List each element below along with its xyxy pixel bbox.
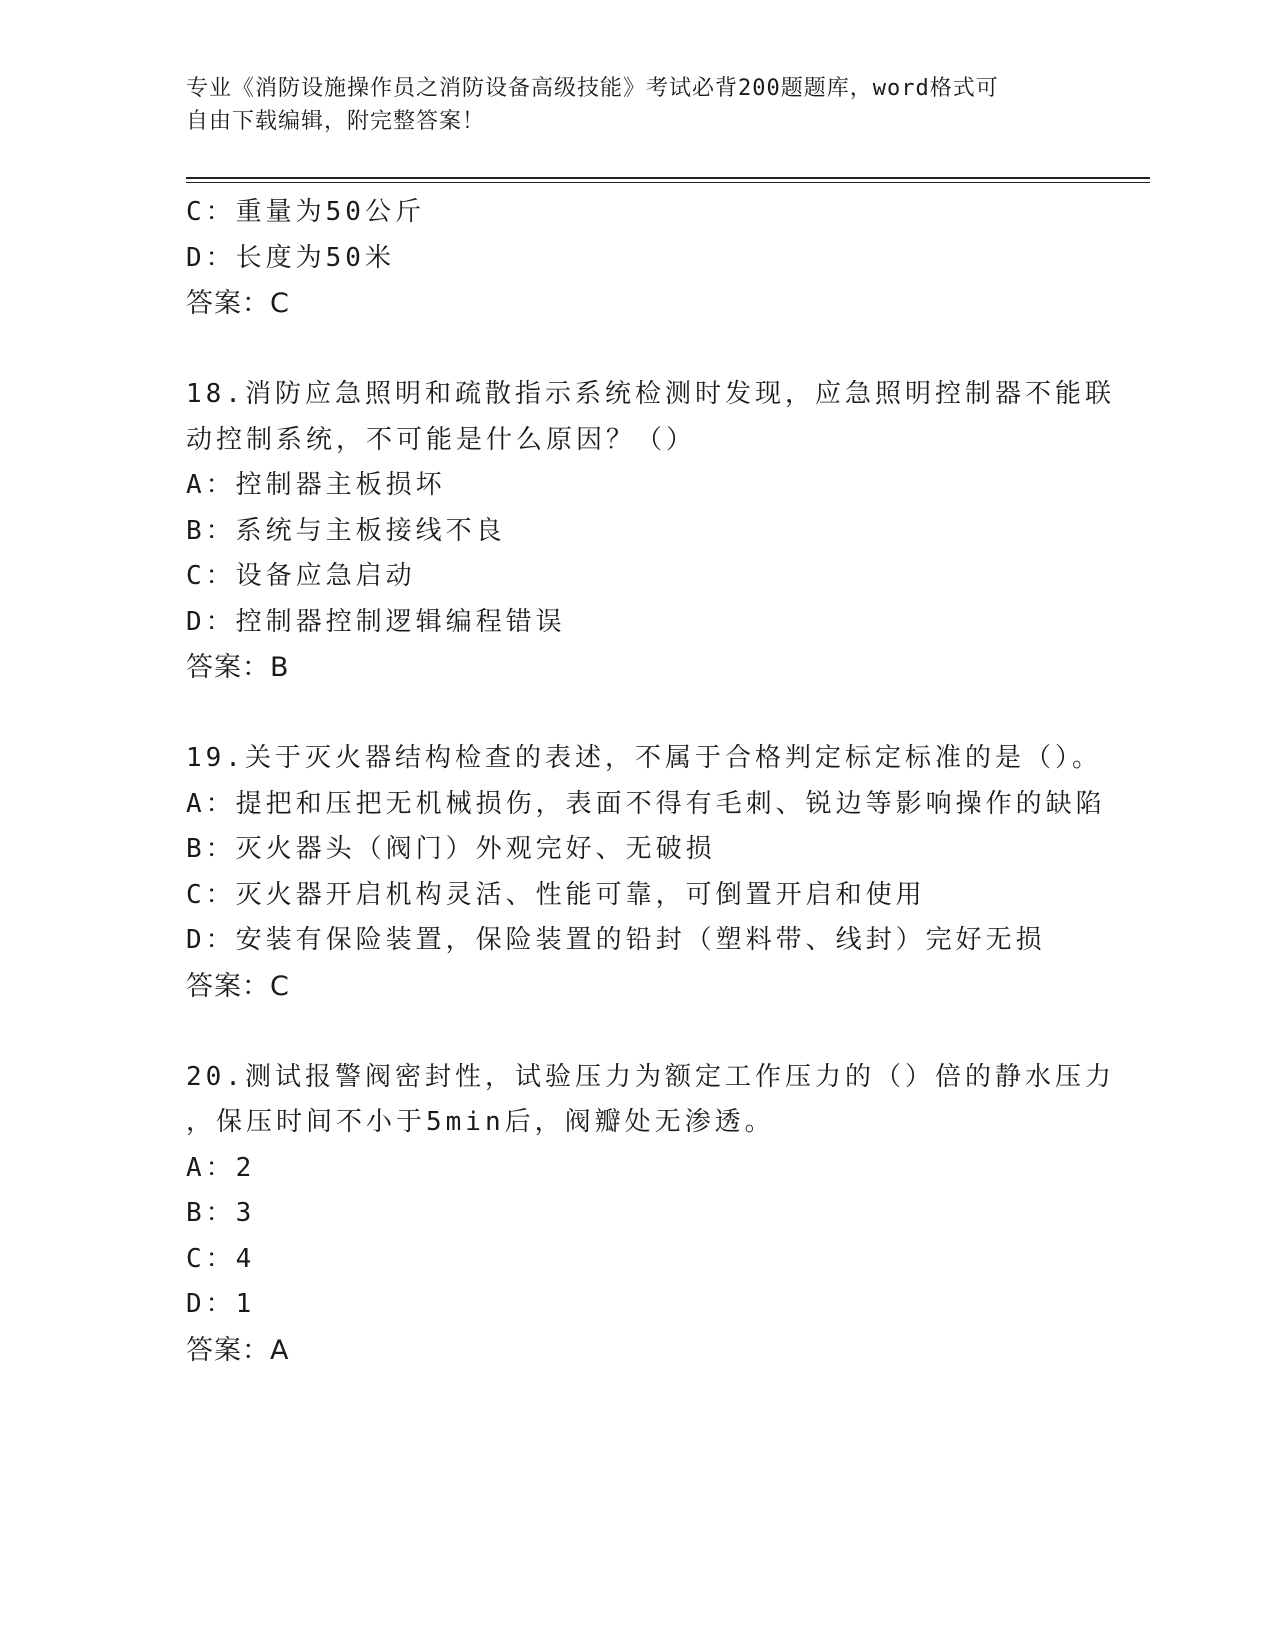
- option-b: B：系统与主板接线不良: [186, 515, 506, 546]
- option-c: C：4: [186, 1243, 256, 1274]
- spacer: [186, 691, 1086, 737]
- answer: 答案：A: [186, 1334, 290, 1366]
- option-d: D：控制器控制逻辑编程错误: [186, 606, 566, 637]
- header-line-1: 专业《消防设施操作员之消防设备高级技能》考试必背200题题库，word格式可: [186, 76, 999, 101]
- question-stem: 动控制系统，不可能是什么原因？（）: [186, 424, 697, 455]
- header-divider-thin: [186, 182, 1150, 183]
- option-c: C：灭火器开启机构灵活、性能可靠，可倒置开启和使用: [186, 879, 926, 910]
- answer: 答案：C: [186, 970, 290, 1002]
- answer: 答案：B: [186, 652, 290, 683]
- question-20: [186, 1055, 1115, 1374]
- spacer: [186, 1009, 1086, 1055]
- option-a: A：2: [186, 1152, 256, 1183]
- document-header: [186, 72, 1066, 138]
- option-d: D：1: [186, 1289, 256, 1319]
- header-line-2: 自由下载编辑，附完整答案！: [186, 109, 486, 134]
- option-c: C：设备应急启动: [186, 561, 416, 591]
- question-stem: 19.关于灭火器结构检查的表述，不属于合格判定标定标准的是（）。: [186, 743, 1102, 773]
- option-b: B：灭火器头（阀门）外观完好、无破损: [186, 834, 716, 864]
- answer: 答案：C: [186, 288, 290, 319]
- option-d: D：长度为50米: [186, 242, 395, 273]
- question-stem: ，保压时间不小于5min后，阀瓣处无渗透。: [186, 1107, 775, 1137]
- option-a: A：提把和压把无机械损伤，表面不得有毛刺、锐边等影响操作的缺陷: [186, 788, 1106, 819]
- question-17-continuation: [186, 190, 1086, 327]
- header-divider-thick: [186, 177, 1150, 179]
- option-c: C：重量为50公斤: [186, 197, 425, 227]
- spacer: [186, 327, 1086, 373]
- option-d: D：安装有保险装置，保险装置的铅封（塑料带、线封）完好无损: [186, 925, 1046, 955]
- document-body: [186, 190, 1115, 1373]
- question-19: [186, 736, 1106, 1009]
- option-a: A：控制器主板损坏: [186, 470, 446, 500]
- option-b: B：3: [186, 1198, 256, 1228]
- question-18: [186, 372, 1115, 691]
- question-stem: 18.消防应急照明和疏散指示系统检测时发现，应急照明控制器不能联: [186, 379, 1115, 409]
- question-stem: 20.测试报警阀密封性，试验压力为额定工作压力的（）倍的静水压力: [186, 1061, 1115, 1092]
